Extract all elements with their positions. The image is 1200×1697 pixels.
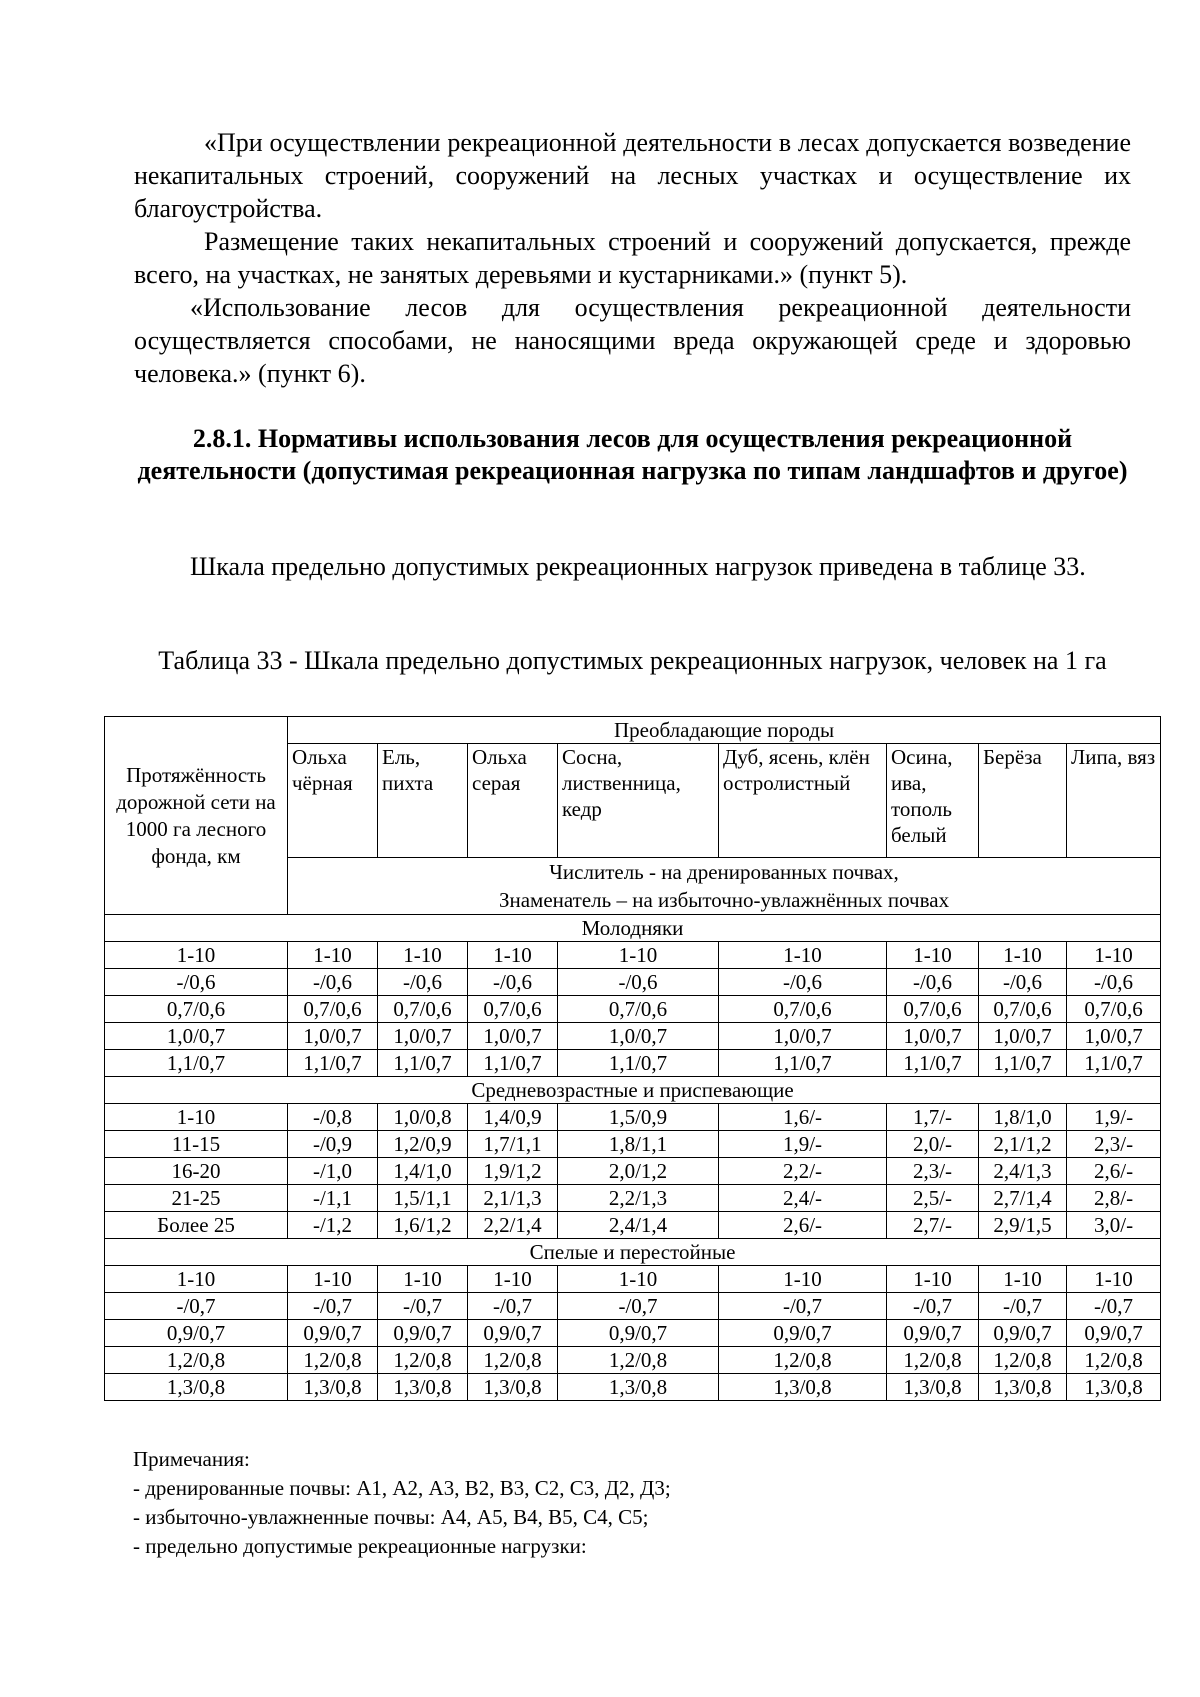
table-cell: 2,4/1,3 (979, 1158, 1067, 1185)
table-cell: 1,2/0,8 (719, 1347, 887, 1374)
table-cell: 1,0/0,7 (378, 1023, 468, 1050)
table-cell: 0,7/0,6 (378, 996, 468, 1023)
table-cell: 1,5/1,1 (378, 1185, 468, 1212)
table-cell: 1-10 (468, 942, 558, 969)
row-stub-cell: 16-20 (105, 1158, 288, 1185)
table-cell: 1,7/1,1 (468, 1131, 558, 1158)
table-cell: 1,0/0,7 (468, 1023, 558, 1050)
table-cell: 1,1/0,7 (288, 1050, 378, 1077)
table-row (105, 1374, 1161, 1401)
table-cell: 0,7/0,6 (979, 996, 1067, 1023)
table-cell: 1,4/0,9 (468, 1104, 558, 1131)
table-cell: -/0,7 (378, 1293, 468, 1320)
table-cell: 1-10 (979, 1266, 1067, 1293)
table-cell: 1,0/0,7 (719, 1023, 887, 1050)
table-cell: -/0,6 (979, 969, 1067, 996)
table-cell: 1,0/0,7 (887, 1023, 979, 1050)
table-cell: 0,9/0,7 (468, 1320, 558, 1347)
row-stub-cell: 11-15 (105, 1131, 288, 1158)
row-stub-cell: 1-10 (105, 1266, 288, 1293)
table-cell: 2,1/1,3 (468, 1185, 558, 1212)
table-cell: -/1,1 (288, 1185, 378, 1212)
table-cell: 1,1/0,7 (719, 1050, 887, 1077)
table-cell: 0,9/0,7 (887, 1320, 979, 1347)
row-stub-cell: 1,3/0,8 (105, 1374, 288, 1401)
row-stub-cell: 1,0/0,7 (105, 1023, 288, 1050)
table-cell: 1-10 (468, 1266, 558, 1293)
table-cell: 1,5/0,9 (558, 1104, 719, 1131)
table-row (105, 1185, 1161, 1212)
table-cell: 1-10 (378, 942, 468, 969)
table-cell: 1,1/0,7 (979, 1050, 1067, 1077)
table-cell: 2,2/- (719, 1158, 887, 1185)
table-cell: 2,6/- (719, 1212, 887, 1239)
table-cell: 1,2/0,8 (468, 1347, 558, 1374)
table-cell: -/0,6 (719, 969, 887, 996)
table-cell: 2,1/1,2 (979, 1131, 1067, 1158)
section-title-row: Средневозрастные и приспевающие (105, 1077, 1161, 1104)
table-cell: 0,9/0,7 (1067, 1320, 1161, 1347)
table-cell: 1-10 (979, 942, 1067, 969)
table-cell: -/1,0 (288, 1158, 378, 1185)
table-cell: 0,9/0,7 (378, 1320, 468, 1347)
table-cell: 1,0/0,7 (558, 1023, 719, 1050)
fraction-note-line-2: Знаменатель – на избыточно-увлажнённых почвах (498, 888, 950, 912)
table-row (105, 1347, 1161, 1374)
table-row (105, 1104, 1161, 1131)
table-cell: 1,2/0,8 (887, 1347, 979, 1374)
table-cell: 2,9/1,5 (979, 1212, 1067, 1239)
table-cell: 2,2/1,3 (558, 1185, 719, 1212)
group-header: Преобладающие породы (288, 717, 1161, 744)
table-cell: -/0,7 (887, 1293, 979, 1320)
table-cell: 2,2/1,4 (468, 1212, 558, 1239)
row-stub-cell: 1-10 (105, 942, 288, 969)
table-cell: 0,9/0,7 (719, 1320, 887, 1347)
column-header: Ель, пихта (378, 744, 468, 858)
note-item: - дренированные почвы: А1, А2, А3, В2, В3, С2, С3, Д2, Д3; (133, 1476, 671, 1500)
table-row (105, 1293, 1161, 1320)
column-header: Ольха серая (468, 744, 558, 858)
table-row (105, 1212, 1161, 1239)
section-title-row: Молодняки (105, 915, 1161, 942)
table-cell: 1-10 (558, 942, 719, 969)
table-cell: 0,9/0,7 (979, 1320, 1067, 1347)
column-header: Сосна, лиственница, кедр (558, 744, 719, 858)
table-cell: 0,7/0,6 (288, 996, 378, 1023)
table-cell: 1,1/0,7 (468, 1050, 558, 1077)
table-row (105, 942, 1161, 969)
table-cell: 1,3/0,8 (468, 1374, 558, 1401)
table-cell: 2,3/- (887, 1158, 979, 1185)
table-cell: 1,3/0,8 (1067, 1374, 1161, 1401)
paragraph-3: «Использование лесов для осуществления рекреационной деятельности осуществляется способами, не наносящими вреда окружающей среде и здоровью человека.» (пункт 6). (134, 293, 1131, 388)
table-cell: 1-10 (378, 1266, 468, 1293)
table-cell: -/0,7 (468, 1293, 558, 1320)
table-row (105, 1023, 1161, 1050)
table-cell: 0,7/0,6 (887, 996, 979, 1023)
column-header: Ольха чёрная (288, 744, 378, 858)
notes-block (133, 1445, 1133, 1561)
row-stub-cell: -/0,6 (105, 969, 288, 996)
table-cell: 1,0/0,7 (979, 1023, 1067, 1050)
column-header: Липа, вяз (1067, 744, 1161, 858)
paragraph-2: Размещение таких некапитальных строений и сооружений допускается, прежде всего, на участках, не занятых деревьями и кустарниками.» (пункт 5). (134, 227, 1131, 289)
table-cell: 0,7/0,6 (719, 996, 887, 1023)
table-cell: 1,8/1,0 (979, 1104, 1067, 1131)
table-cell: 1,3/0,8 (288, 1374, 378, 1401)
table-cell: -/0,7 (719, 1293, 887, 1320)
table-cell: -/0,6 (468, 969, 558, 996)
table-body (105, 915, 1161, 1401)
section-heading: 2.8.1. Нормативы использования лесов для осуществления рекреационной деятельности (допустимая рекреационная нагрузка по типам ландшафтов и другое) (137, 424, 1128, 485)
row-stub-cell: 1,1/0,7 (105, 1050, 288, 1077)
table-cell: 2,7/1,4 (979, 1185, 1067, 1212)
table-cell: 1,3/0,8 (378, 1374, 468, 1401)
table-row (105, 1320, 1161, 1347)
table-cell: 0,9/0,7 (558, 1320, 719, 1347)
table-cell: -/0,6 (887, 969, 979, 996)
row-stub-cell: -/0,7 (105, 1293, 288, 1320)
table-cell: 1,6/1,2 (378, 1212, 468, 1239)
table-cell: 2,0/1,2 (558, 1158, 719, 1185)
table-cell: 2,7/- (887, 1212, 979, 1239)
table-cell: 3,0/- (1067, 1212, 1161, 1239)
table-cell: 2,0/- (887, 1131, 979, 1158)
table-cell: 1,8/1,1 (558, 1131, 719, 1158)
table-cell: 1-10 (558, 1266, 719, 1293)
table-caption: Таблица 33 - Шкала предельно допустимых рекреационных нагрузок, человек на 1 га (158, 646, 1107, 675)
table-row (105, 1050, 1161, 1077)
table-cell: 1,3/0,8 (887, 1374, 979, 1401)
table-cell: -/0,7 (558, 1293, 719, 1320)
table-cell: 1,1/0,7 (887, 1050, 979, 1077)
table-cell: 1,4/1,0 (378, 1158, 468, 1185)
table-cell: 1,0/0,7 (1067, 1023, 1161, 1050)
table-cell: 1,0/0,8 (378, 1104, 468, 1131)
table-cell: 1-10 (719, 942, 887, 969)
table-cell: 1,9/- (1067, 1104, 1161, 1131)
table-row (105, 996, 1161, 1023)
table-cell: -/0,9 (288, 1131, 378, 1158)
table-cell: 1,2/0,8 (979, 1347, 1067, 1374)
table-cell: 1,0/0,7 (288, 1023, 378, 1050)
table-cell: 2,6/- (1067, 1158, 1161, 1185)
table-cell: 1-10 (887, 1266, 979, 1293)
table-cell: 1,1/0,7 (1067, 1050, 1161, 1077)
fraction-note-line-1: Числитель - на дренированных почвах, (549, 860, 899, 884)
table-cell: 1,2/0,8 (288, 1347, 378, 1374)
notes-title: Примечания: (133, 1447, 250, 1471)
table-cell: 2,4/1,4 (558, 1212, 719, 1239)
table-cell: -/0,6 (1067, 969, 1161, 996)
table-cell: 2,5/- (887, 1185, 979, 1212)
table-row (105, 969, 1161, 996)
table-cell: 1,3/0,8 (719, 1374, 887, 1401)
table-cell: 0,7/0,6 (1067, 996, 1161, 1023)
table-cell: 1,9/- (719, 1131, 887, 1158)
table-cell: 0,7/0,6 (468, 996, 558, 1023)
table-row (105, 1158, 1161, 1185)
table-cell: 1,1/0,7 (558, 1050, 719, 1077)
table-cell: 1,6/- (719, 1104, 887, 1131)
table-cell: 1,9/1,2 (468, 1158, 558, 1185)
table-row (105, 1131, 1161, 1158)
table-cell: 2,8/- (1067, 1185, 1161, 1212)
paragraph-1: «При осуществлении рекреационной деятельности в лесах допускается возведение некапитальных строений, сооружений на лесных участках и осуществление их благоустройства. (134, 128, 1131, 223)
column-header: Осина, ива, тополь белый (887, 744, 979, 858)
table-cell: 1-10 (288, 1266, 378, 1293)
stub-header: Протяжённость дорожной сети на 1000 га лесного фонда, км (105, 717, 288, 915)
table-cell: -/1,2 (288, 1212, 378, 1239)
table-cell: 1-10 (887, 942, 979, 969)
table-cell: 2,3/- (1067, 1131, 1161, 1158)
table-cell: -/0,6 (378, 969, 468, 996)
table-cell: -/0,8 (288, 1104, 378, 1131)
recreation-load-table (104, 716, 1161, 1401)
note-item: - избыточно-увлажненные почвы: А4, А5, В4, В5, С4, С5; (133, 1505, 649, 1529)
table-cell: 1-10 (288, 942, 378, 969)
row-stub-cell: 0,7/0,6 (105, 996, 288, 1023)
column-header: Дуб, ясень, клён остролистный (719, 744, 887, 858)
intro-paragraph: Шкала предельно допустимых рекреационных нагрузок приведена в таблице 33. (190, 552, 1086, 581)
section-title-row: Спелые и перестойные (105, 1239, 1161, 1266)
table-cell: 1,3/0,8 (979, 1374, 1067, 1401)
table-cell: 1,2/0,8 (558, 1347, 719, 1374)
table-cell: -/0,6 (558, 969, 719, 996)
table-cell: 1-10 (1067, 1266, 1161, 1293)
table-cell: 1,2/0,8 (378, 1347, 468, 1374)
row-stub-cell: 1,2/0,8 (105, 1347, 288, 1374)
table-cell: 1,2/0,9 (378, 1131, 468, 1158)
table-row (105, 1266, 1161, 1293)
row-stub-cell: 0,9/0,7 (105, 1320, 288, 1347)
table-cell: 1-10 (1067, 942, 1161, 969)
table-cell: 0,9/0,7 (288, 1320, 378, 1347)
row-stub-cell: 1-10 (105, 1104, 288, 1131)
table-cell: -/0,7 (1067, 1293, 1161, 1320)
column-header: Берёза (979, 744, 1067, 858)
note-item: - предельно допустимые рекреационные нагрузки: (133, 1534, 587, 1558)
row-stub-cell: 21-25 (105, 1185, 288, 1212)
table-cell: 1-10 (719, 1266, 887, 1293)
table-cell: -/0,6 (288, 969, 378, 996)
table-cell: 1,3/0,8 (558, 1374, 719, 1401)
table-cell: 1,2/0,8 (1067, 1347, 1161, 1374)
table-cell: 1,7/- (887, 1104, 979, 1131)
table-cell: 2,4/- (719, 1185, 887, 1212)
table-cell: 1,1/0,7 (378, 1050, 468, 1077)
table-cell: -/0,7 (288, 1293, 378, 1320)
row-stub-cell: Более 25 (105, 1212, 288, 1239)
table-cell: 0,7/0,6 (558, 996, 719, 1023)
table-cell: -/0,7 (979, 1293, 1067, 1320)
fraction-note (288, 858, 1161, 915)
